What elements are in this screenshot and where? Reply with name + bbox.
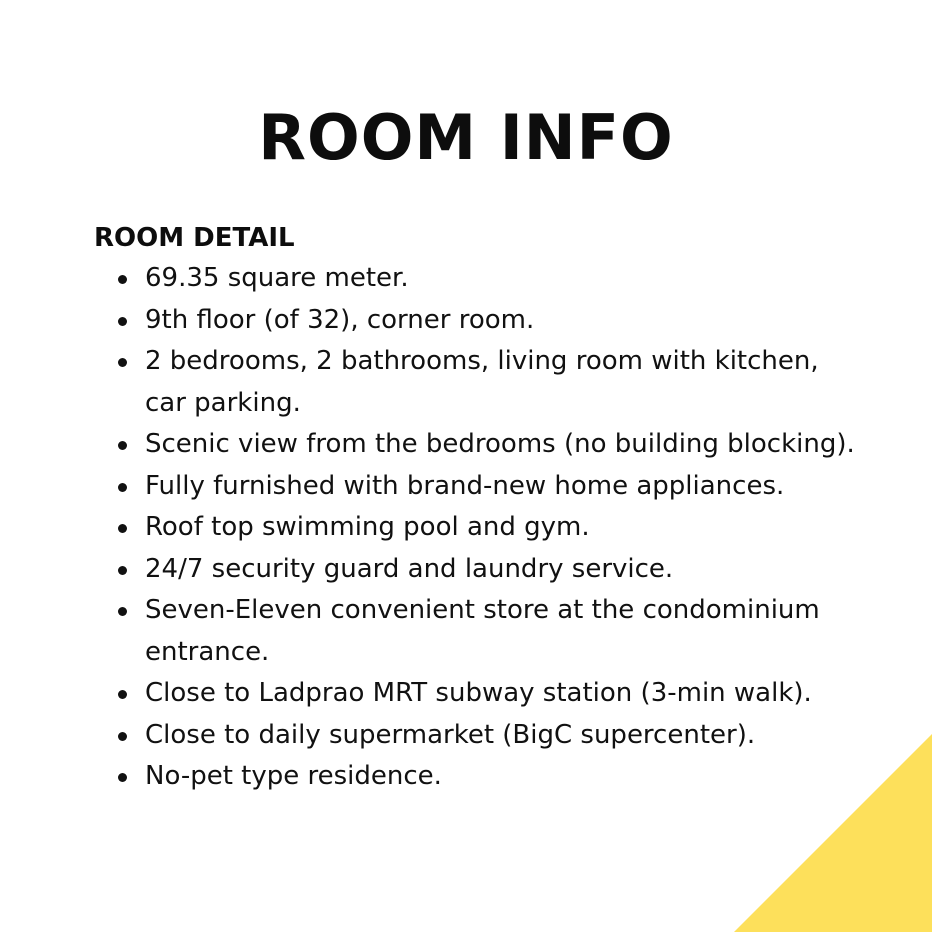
list-item — [118, 466, 858, 508]
list-item-text: Roof top swimming pool and gym. — [145, 512, 590, 542]
list-item — [118, 549, 858, 591]
room-detail-list — [118, 258, 858, 798]
list-item — [118, 715, 858, 757]
page-title: ROOM INFO — [258, 101, 674, 174]
bullet-icon — [118, 607, 127, 616]
list-item-text: 2 bedrooms, 2 bathrooms, living room with kitchen, car parking. — [145, 346, 819, 418]
list-item-text: Scenic view from the bedrooms (no building blocking). — [145, 429, 855, 459]
list-item-text: No-pet type residence. — [145, 761, 442, 791]
list-item-text: Close to daily supermarket (BigC supercenter). — [145, 719, 756, 750]
list-item — [118, 756, 858, 798]
list-item-text: 9th floor (of 32), corner room. — [145, 304, 535, 335]
list-item-text: Close to Ladprao MRT subway station (3-min walk). — [145, 678, 812, 708]
bullet-icon — [118, 358, 127, 367]
list-item — [118, 507, 858, 549]
list-item — [118, 341, 858, 424]
bullet-icon — [118, 773, 127, 782]
list-item — [118, 424, 858, 466]
list-item — [118, 300, 858, 342]
bullet-icon — [118, 690, 127, 699]
bullet-icon — [118, 483, 127, 492]
list-item-text: Seven-Eleven convenient store at the condominium entrance. — [145, 595, 820, 667]
bullet-icon — [118, 441, 127, 450]
bullet-icon — [118, 566, 127, 575]
bullet-icon — [118, 524, 127, 533]
list-item — [118, 590, 858, 673]
list-item-text: 24/7 security guard and laundry service. — [145, 553, 674, 584]
bullet-icon — [118, 732, 127, 741]
section-heading-room-detail: ROOM DETAIL — [94, 223, 295, 253]
list-item — [118, 673, 858, 715]
list-item-text: Fully furnished with brand-new home appliances. — [145, 470, 785, 501]
list-item-text: 69.35 square meter. — [145, 263, 409, 293]
bullet-icon — [118, 317, 127, 326]
bullet-icon — [118, 275, 127, 284]
list-item — [118, 258, 858, 300]
